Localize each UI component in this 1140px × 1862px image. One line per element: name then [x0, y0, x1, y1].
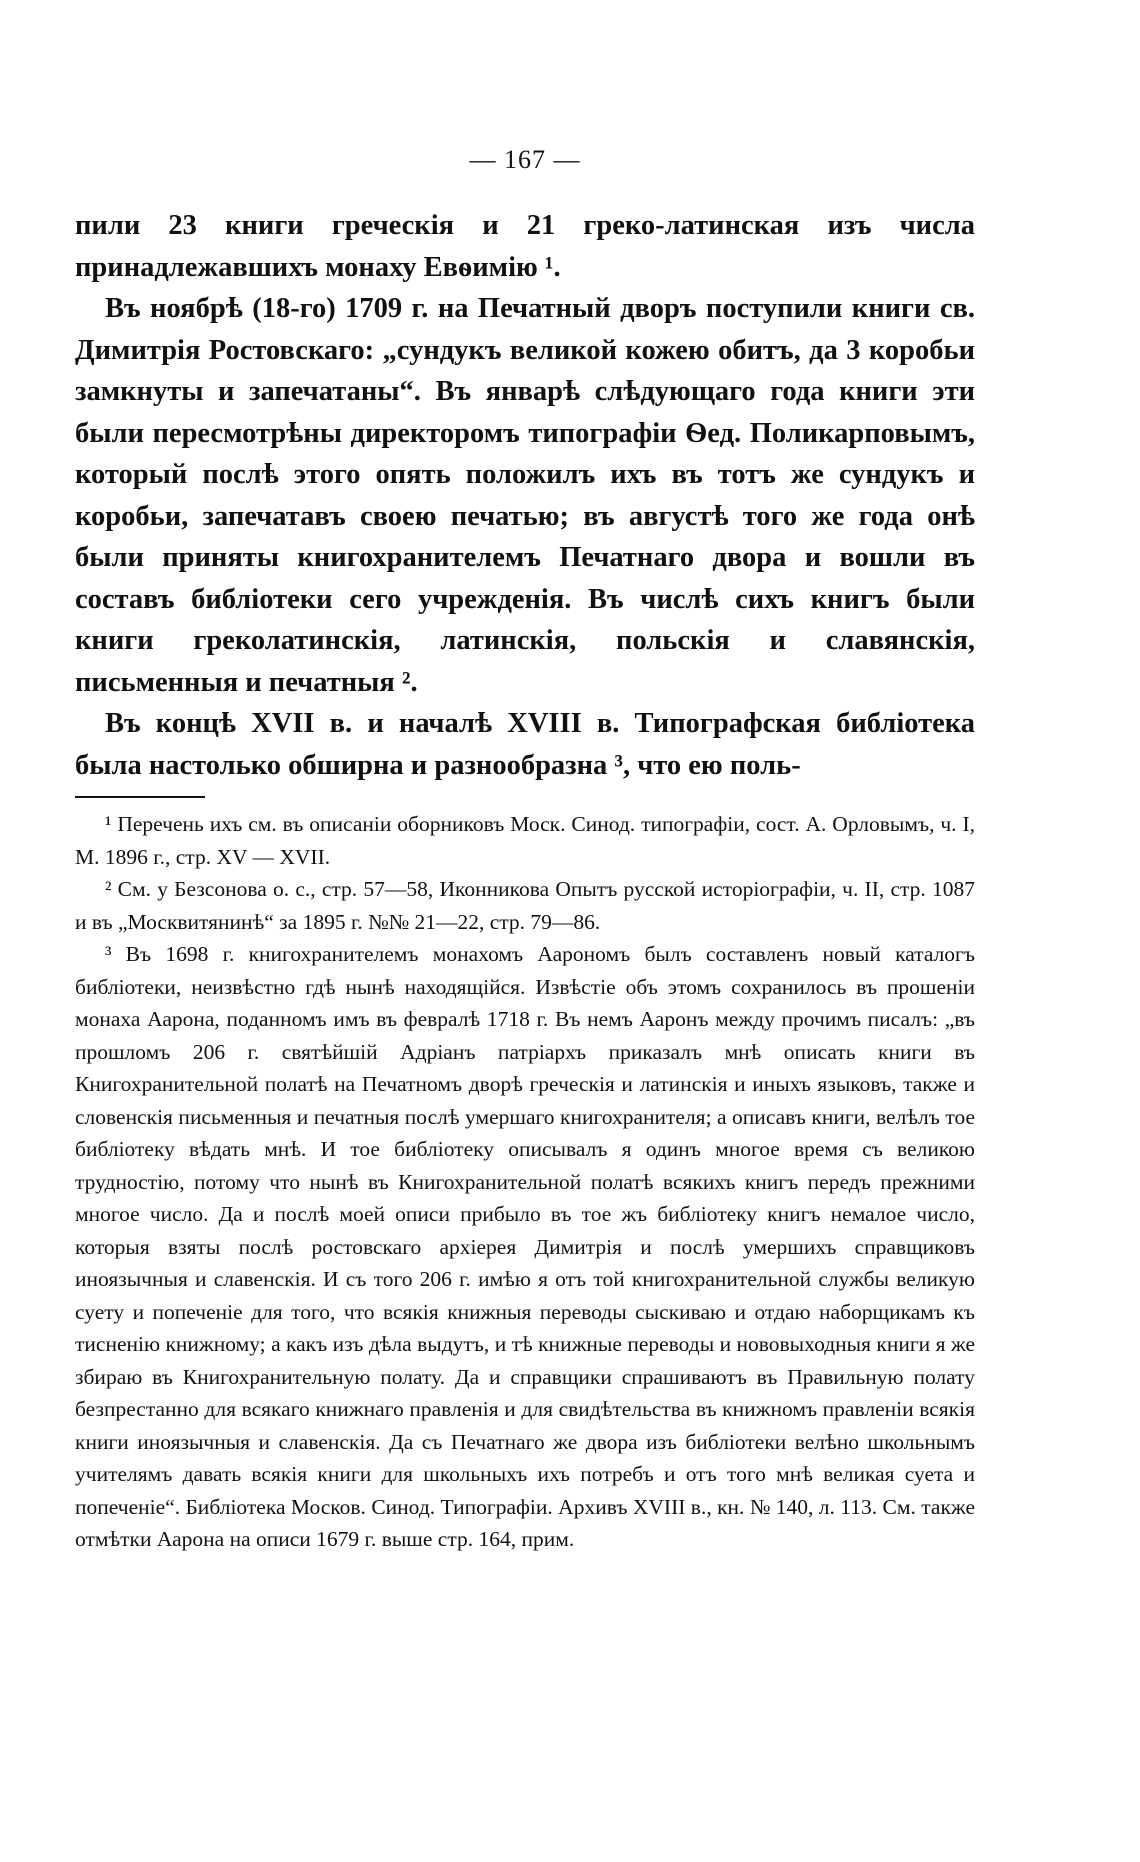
page: [75, 145, 975, 1556]
footnotes: [75, 808, 975, 1556]
page-number: — 167 —: [469, 145, 581, 174]
main-text: [75, 205, 975, 786]
footnote-divider: [75, 796, 205, 798]
footnote: ² См. у Безсонова о. с., стр. 57—58, Иконникова Опытъ русской исторіографіи, ч. II, стр. 1087 и въ „Москвитянинѣ“ за 1895 г. №№ 21—22, стр. 79—86.: [75, 877, 975, 934]
paragraph: Въ концѣ XVII в. и началѣ XVIII в. Типографская библіотека была настолько обширна и разнообразна ³, что ею поль-: [75, 708, 975, 781]
footnote: ¹ Перечень ихъ см. въ описаніи оборниковъ Моск. Синод. типографіи, сост. А. Орловымъ, ч. I, М. 1896 г., стр. XV — XVII.: [75, 812, 975, 869]
paragraph: Въ ноябрѣ (18-го) 1709 г. на Печатный дворъ поступили книги св. Димитрія Ростовскаго: „сундукъ великой кожею обитъ, да 3 коробьи замкнуты и запечатаны“. Въ январѣ слѣдующаго года книги эти были пересмотрѣны директоромъ типографіи Ѳед. Поликарповымъ, который послѣ этого опять положилъ ихъ въ тотъ же сундукъ и коробьи, запечатавъ своею печатью; въ августѣ того же года онѣ были приняты книгохранителемъ Печатнаго двора и вошли въ составъ библіотеки сего учрежденія. Въ числѣ сихъ книгъ были книги греколатинскія, латинскія, польскія и славянскія, письменныя и печатныя ².: [75, 293, 975, 698]
paragraph: пили 23 книги греческія и 21 греко-латинская изъ числа принадлежавшихъ монаху Евѳимію ¹.: [75, 210, 975, 283]
footnote: ³ Въ 1698 г. книгохранителемъ монахомъ Аарономъ былъ составленъ новый каталогъ библіотеки, неизвѣстно гдѣ нынѣ находящійся. Извѣстіе объ этомъ сохранилось въ прошеніи монаха Аарона, поданномъ имъ въ февралѣ 1718 г. Въ немъ Ааронъ между прочимъ писалъ: „въ прошломъ 206 г. святѣйшій Адріанъ патріархъ приказалъ мнѣ описать книги въ Книгохранительной полатѣ на Печатномъ дворѣ греческія и латинскія и иныхъ языковъ, также и словенскія письменныя и печатныя послѣ умершаго книгохранителя; а описавъ книги, велѣлъ тое библіотеку вѣдать мнѣ. И тое библіотеку описывалъ я одинъ многое время съ великою трудностію, потому что нынѣ въ Книгохранительной полатѣ всякихъ книгъ передъ прежними многое число. Да и послѣ моей описи прибыло въ тое жъ библіотеку книгъ немалое число, которыя взяты послѣ ростовскаго архіерея Димитрія и послѣ умершихъ справщиковъ иноязычныя и славенскія. И съ того 206 г. имѣю я отъ той книгохранительной службы великую суету и попеченіе для того, что всякія книжныя переводы сыскиваю и отдаю наборщикамъ къ тисненію книжному; а какъ изъ дѣла выдутъ, и тѣ книжные переводы и нововыходныя книги я же збираю въ Книгохранительную полату. Да и справщики спрашиваютъ въ Правильную полату безпрестанно для всякаго книжнаго правленія и для свидѣтельства въ книжномъ правленіи всякія книги иноязычныя и славенскія. Да съ Печатнаго же двора изъ библіотеки велѣно школьнымъ учителямъ давать всякія книги для школьныхъ ихъ потребъ и отъ того мнѣ великая суета и попеченіе“. Библіотека Москов. Синод. Типографіи. Архивъ XVIII в., кн. № 140, л. 113. См. также отмѣтки Аарона на описи 1679 г. выше стр. 164, прим.: [75, 942, 975, 1551]
